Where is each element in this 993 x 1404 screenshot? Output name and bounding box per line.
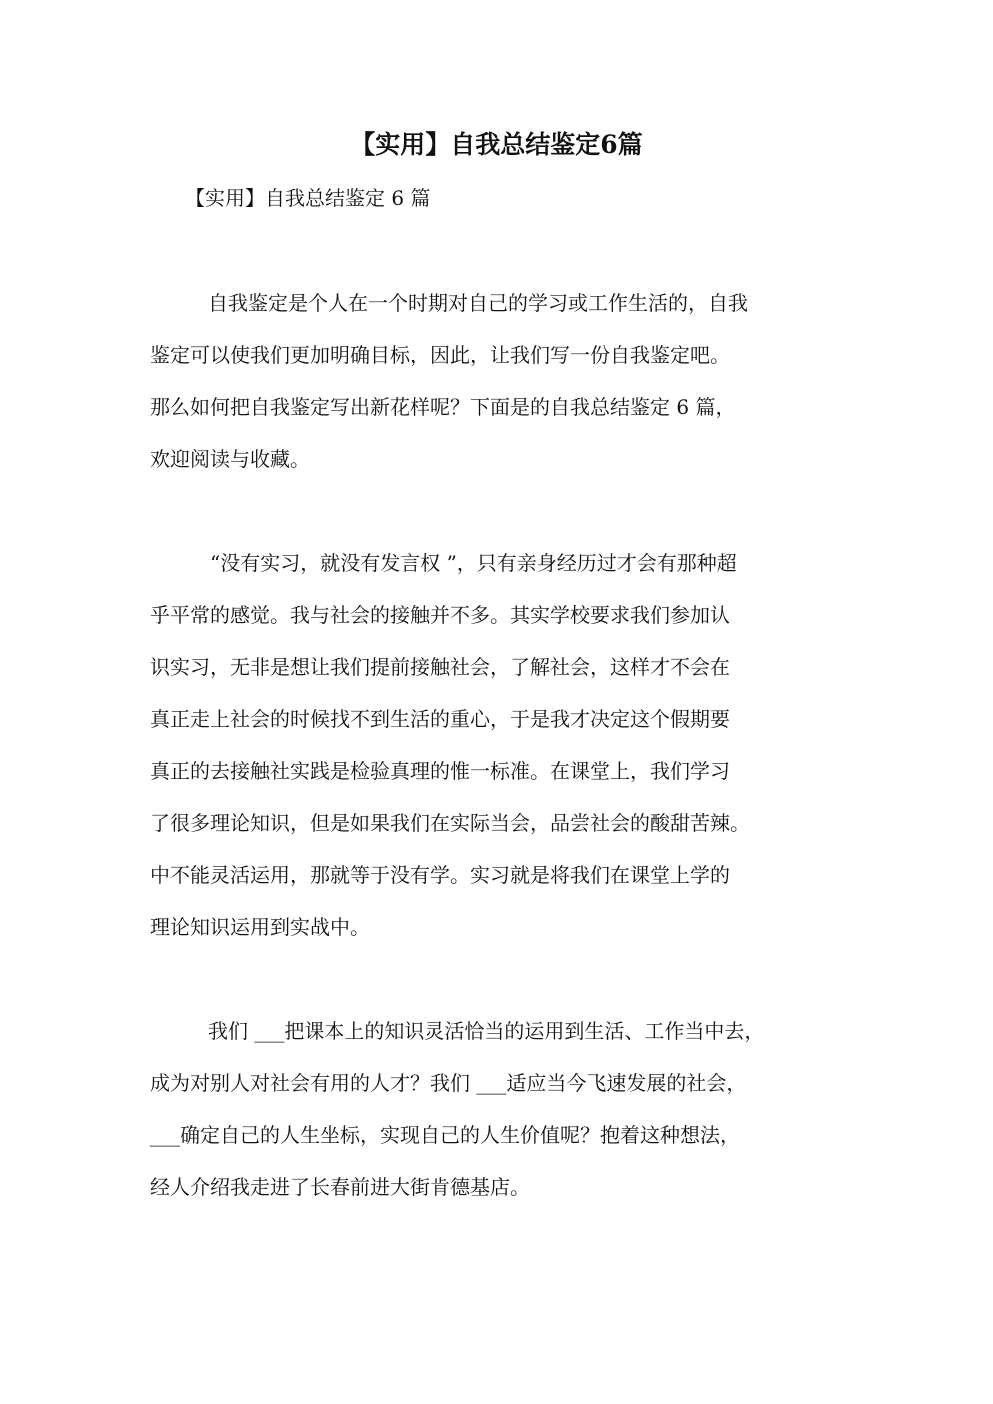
paragraph-2-line-6: 了很多理论知识，但是如果我们在实际当会，品尝社会的酸甜苦辣。 (150, 811, 750, 835)
paragraph-1-line-4: 欢迎阅读与收藏。 (150, 447, 310, 471)
paragraph-1-line-2: 鉴定可以使我们更加明确目标，因此，让我们写一份自我鉴定吧。 (150, 343, 730, 367)
paragraph-1-line-3: 那么如何把自我鉴定写出新花样呢？下面是的自我总结鉴定 6 篇， (150, 395, 736, 419)
paragraph-2-line-2: 乎平常的感觉。我与社会的接触并不多。其实学校要求我们参加认 (150, 603, 730, 627)
paragraph-2-line-1: “没有实习，就没有发言权 ”，只有亲身经历过才会有那种超 (210, 551, 737, 575)
paragraph-3-line-2: 成为对别人对社会有用的人才？我们 ___适应当今飞速发展的社会， (150, 1071, 747, 1095)
paragraph-3-line-4: 经人介绍我走进了长春前进大街肯德基店。 (150, 1175, 530, 1199)
paragraph-1-line-1: 自我鉴定是个人在一个时期对自己的学习或工作生活的，自我 (208, 291, 748, 315)
paragraph-2-line-5: 真正的去接触社实践是检验真理的惟一标准。在课堂上，我们学习 (150, 759, 730, 783)
document-title: 【实用】自我总结鉴定6篇 (350, 130, 643, 159)
paragraph-2-line-3: 识实习，无非是想让我们提前接触社会，了解社会，这样才不会在 (150, 655, 730, 679)
document-subtitle: 【实用】自我总结鉴定 6 篇 (185, 186, 431, 210)
paragraph-2-line-8: 理论知识运用到实战中。 (150, 915, 370, 939)
paragraph-3-line-3: ___确定自己的人生坐标，实现自己的人生价值呢？抱着这种想法， (150, 1123, 740, 1147)
paragraph-2-line-4: 真正走上社会的时候找不到生活的重心，于是我才决定这个假期要 (150, 707, 730, 731)
paragraph-3-line-1: 我们 ___把课本上的知识灵活恰当的运用到生活、工作当中去， (208, 1019, 765, 1043)
paragraph-2-line-7: 中不能灵活运用，那就等于没有学。实习就是将我们在课堂上学的 (150, 863, 730, 887)
